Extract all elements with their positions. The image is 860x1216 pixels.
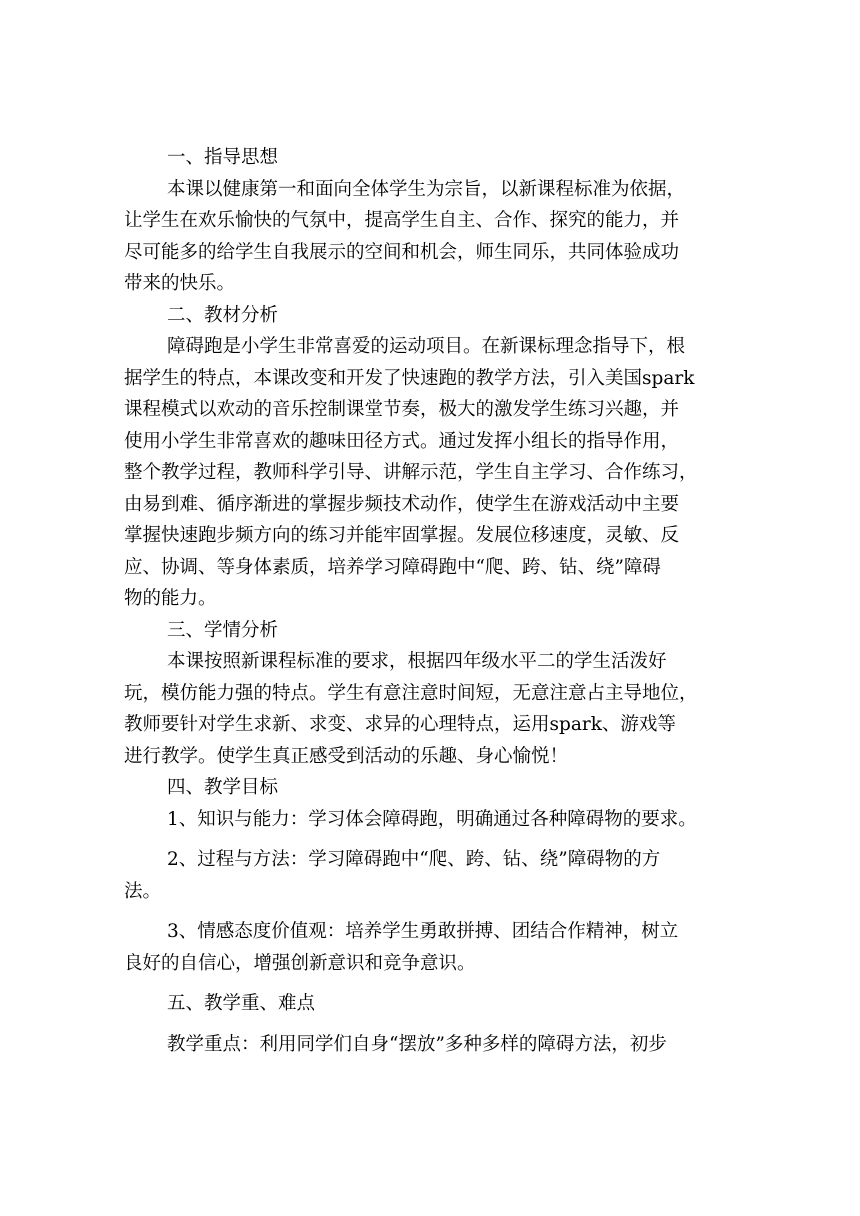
paragraph-line: 课程模式以欢动的音乐控制课堂节奏，极大的激发学生练习兴趣，并 [124,399,680,420]
section-heading-key-difficult-points: 五、教学重、难点 [167,993,316,1014]
objective-item-knowledge: 1、知识与能力：学习体会障碍跑，明确通过各种障碍物的要求。 [167,808,697,830]
paragraph-line: 本课按照新课程标准的要求，根据四年级水平二的学生活泼好 [167,651,667,672]
objective-item-process-cont: 法。 [124,880,162,902]
paragraph-line: 玩，模仿能力强的特点。学生有意注意时间短，无意注意占主导地位， [124,682,698,704]
paragraph-line: 让学生在欢乐愉快的气氛中，提高学生自主、合作、探究的能力，并 [124,210,680,231]
paragraph-line: 整个教学过程，教师科学引导、讲解示范，学生自主学习、合作练习， [124,462,698,483]
paragraph-line: 尽可能多的给学生自我展示的空间和机会，师生同乐，共同体验成功 [124,241,680,263]
section-heading-material-analysis: 二、教材分析 [167,304,279,326]
paragraph-line: 障碍跑是小学生非常喜爱的运动项目。在新课标理念指导下，根 [167,336,686,357]
paragraph-line: 本课以健康第一和面向全体学生为宗旨，以新课程标准为依据， [167,178,686,200]
paragraph-line: 教师要针对学生求新、求变、求异的心理特点，运用spark、游戏等 [124,714,676,735]
section-heading-student-analysis: 三、学情分析 [167,619,279,641]
document-body [124,142,732,1060]
paragraph-line: 带来的快乐。 [124,273,236,294]
paragraph-line: 应、协调、等身体素质，培养学习障碍跑中“爬、跨、钻、绕”障碍 [124,556,661,578]
section-heading-guiding-thought: 一、指导思想 [167,147,279,168]
paragraph-line: 物的能力。 [124,588,217,609]
paragraph-line: 进行教学。使学生真正感受到活动的乐趣、身心愉悦！ [124,745,569,767]
paragraph-line: 教学重点：利用同学们自身“摆放”多种多样的障碍方法，初步 [167,1033,667,1055]
paragraph-line: 使用小学生非常喜欢的趣味田径方式。通过发挥小组长的指导作用， [124,430,680,452]
paragraph-line: 掌握快速跑步频方向的练习并能牢固掌握。发展位移速度，灵敏、反 [124,525,680,546]
objective-item-process: 2、过程与方法：学习障碍跑中“爬、跨、钻、绕”障碍物的方 [167,849,661,870]
objective-item-attitude-cont: 良好的自信心，增强创新意识和竞争意识。 [124,952,476,974]
paragraph-line: 据学生的特点，本课改变和开发了快速跑的教学方法，引入美国spark [124,367,695,389]
section-heading-teaching-objectives: 四、教学目标 [167,777,279,798]
objective-item-attitude: 3、情感态度价值观：培养学生勇敢拼搏、团结合作精神，树立 [167,921,679,942]
paragraph-line: 由易到难、循序渐进的掌握步频技术动作，使学生在游戏活动中主要 [124,493,680,515]
